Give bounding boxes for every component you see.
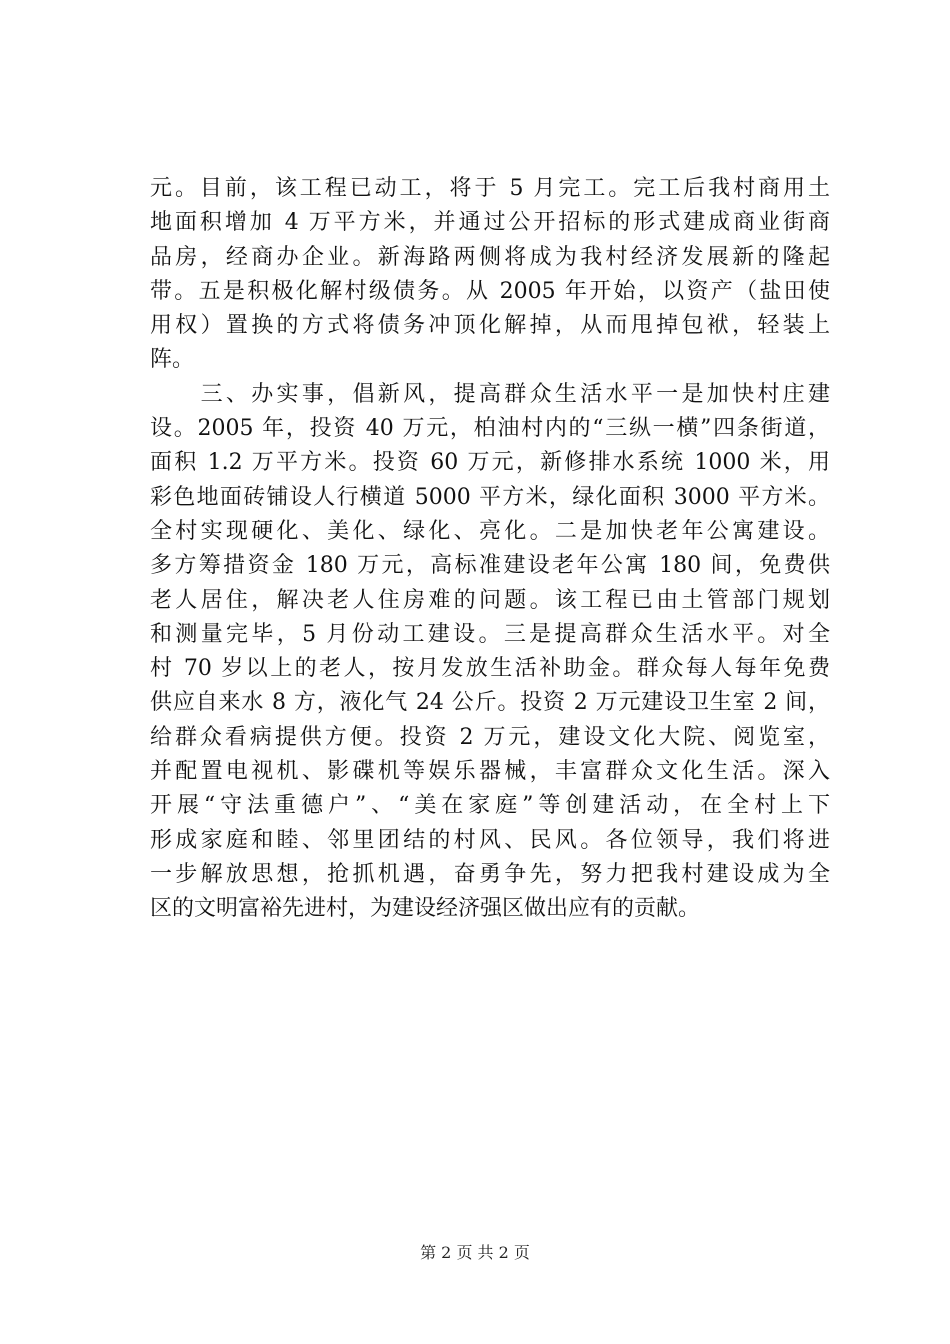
- text-line: 形成家庭和睦、邻里团结的村风、民风。各位领导，我们将进: [150, 827, 830, 853]
- text-line: 给群众看病提供方便。投资 2 万元，建设文化大院、阅览室，: [150, 724, 830, 750]
- body-text: [150, 172, 830, 927]
- text-line: 多方筹措资金 180 万元，高标准建设老年公寓 180 间，免费供: [150, 553, 830, 579]
- text-line: 区的文明富裕先进村，为建设经济强区做出应有的贡献。: [150, 896, 701, 922]
- text-line: 老人居住，解决老人住房难的问题。该工程已由土管部门规划: [150, 587, 830, 613]
- text-line: 供应自来水 8 方，液化气 24 公斤。投资 2 万元建设卫生室 2 间，: [150, 690, 830, 716]
- text-line: 用权）置换的方式将债务冲顶化解掉，从而甩掉包袱，轻装上: [150, 313, 830, 339]
- text-line: 品房，经商办企业。新海路两侧将成为我村经济发展新的隆起: [150, 244, 830, 270]
- text-line: 彩色地面砖铺设人行横道 5000 平方米，绿化面积 3000 平方米。: [150, 484, 830, 510]
- text-line: 带。五是积极化解村级债务。从 2005 年开始，以资产（盐田使: [150, 278, 830, 304]
- text-line: 阵。: [150, 347, 195, 373]
- text-line: 面积 1.2 万平方米。投资 60 万元，新修排水系统 1000 米，用: [150, 450, 830, 476]
- text-line: 村 70 岁以上的老人，按月发放生活补助金。群众每人每年免费: [150, 656, 830, 682]
- text-line: 和测量完毕，5 月份动工建设。三是提高群众生活水平。对全: [150, 621, 830, 647]
- text-line: 三、办实事，倡新风，提高群众生活水平一是加快村庄建: [150, 381, 830, 407]
- text-line: 元。目前，该工程已动工，将于 5 月完工。完工后我村商用土: [150, 176, 830, 201]
- text-line: 设。2005 年，投资 40 万元，柏油村内的“三纵一横”四条街道，: [150, 416, 830, 442]
- text-line: 开展“守法重德户”、“美在家庭”等创建活动，在全村上下: [150, 793, 830, 819]
- text-line: 一步解放思想，抢抓机遇，奋勇争先，努力把我村建设成为全: [150, 861, 830, 887]
- page-footer: 第 2 页 共 2 页: [420, 1243, 530, 1262]
- text-line: 地面积增加 4 万平方米，并通过公开招标的形式建成商业街商: [150, 210, 830, 236]
- text-line: 并配置电视机、影碟机等娱乐器械，丰富群众文化生活。深入: [150, 759, 830, 785]
- text-line: 全村实现硬化、美化、绿化、亮化。二是加快老年公寓建设。: [150, 518, 830, 544]
